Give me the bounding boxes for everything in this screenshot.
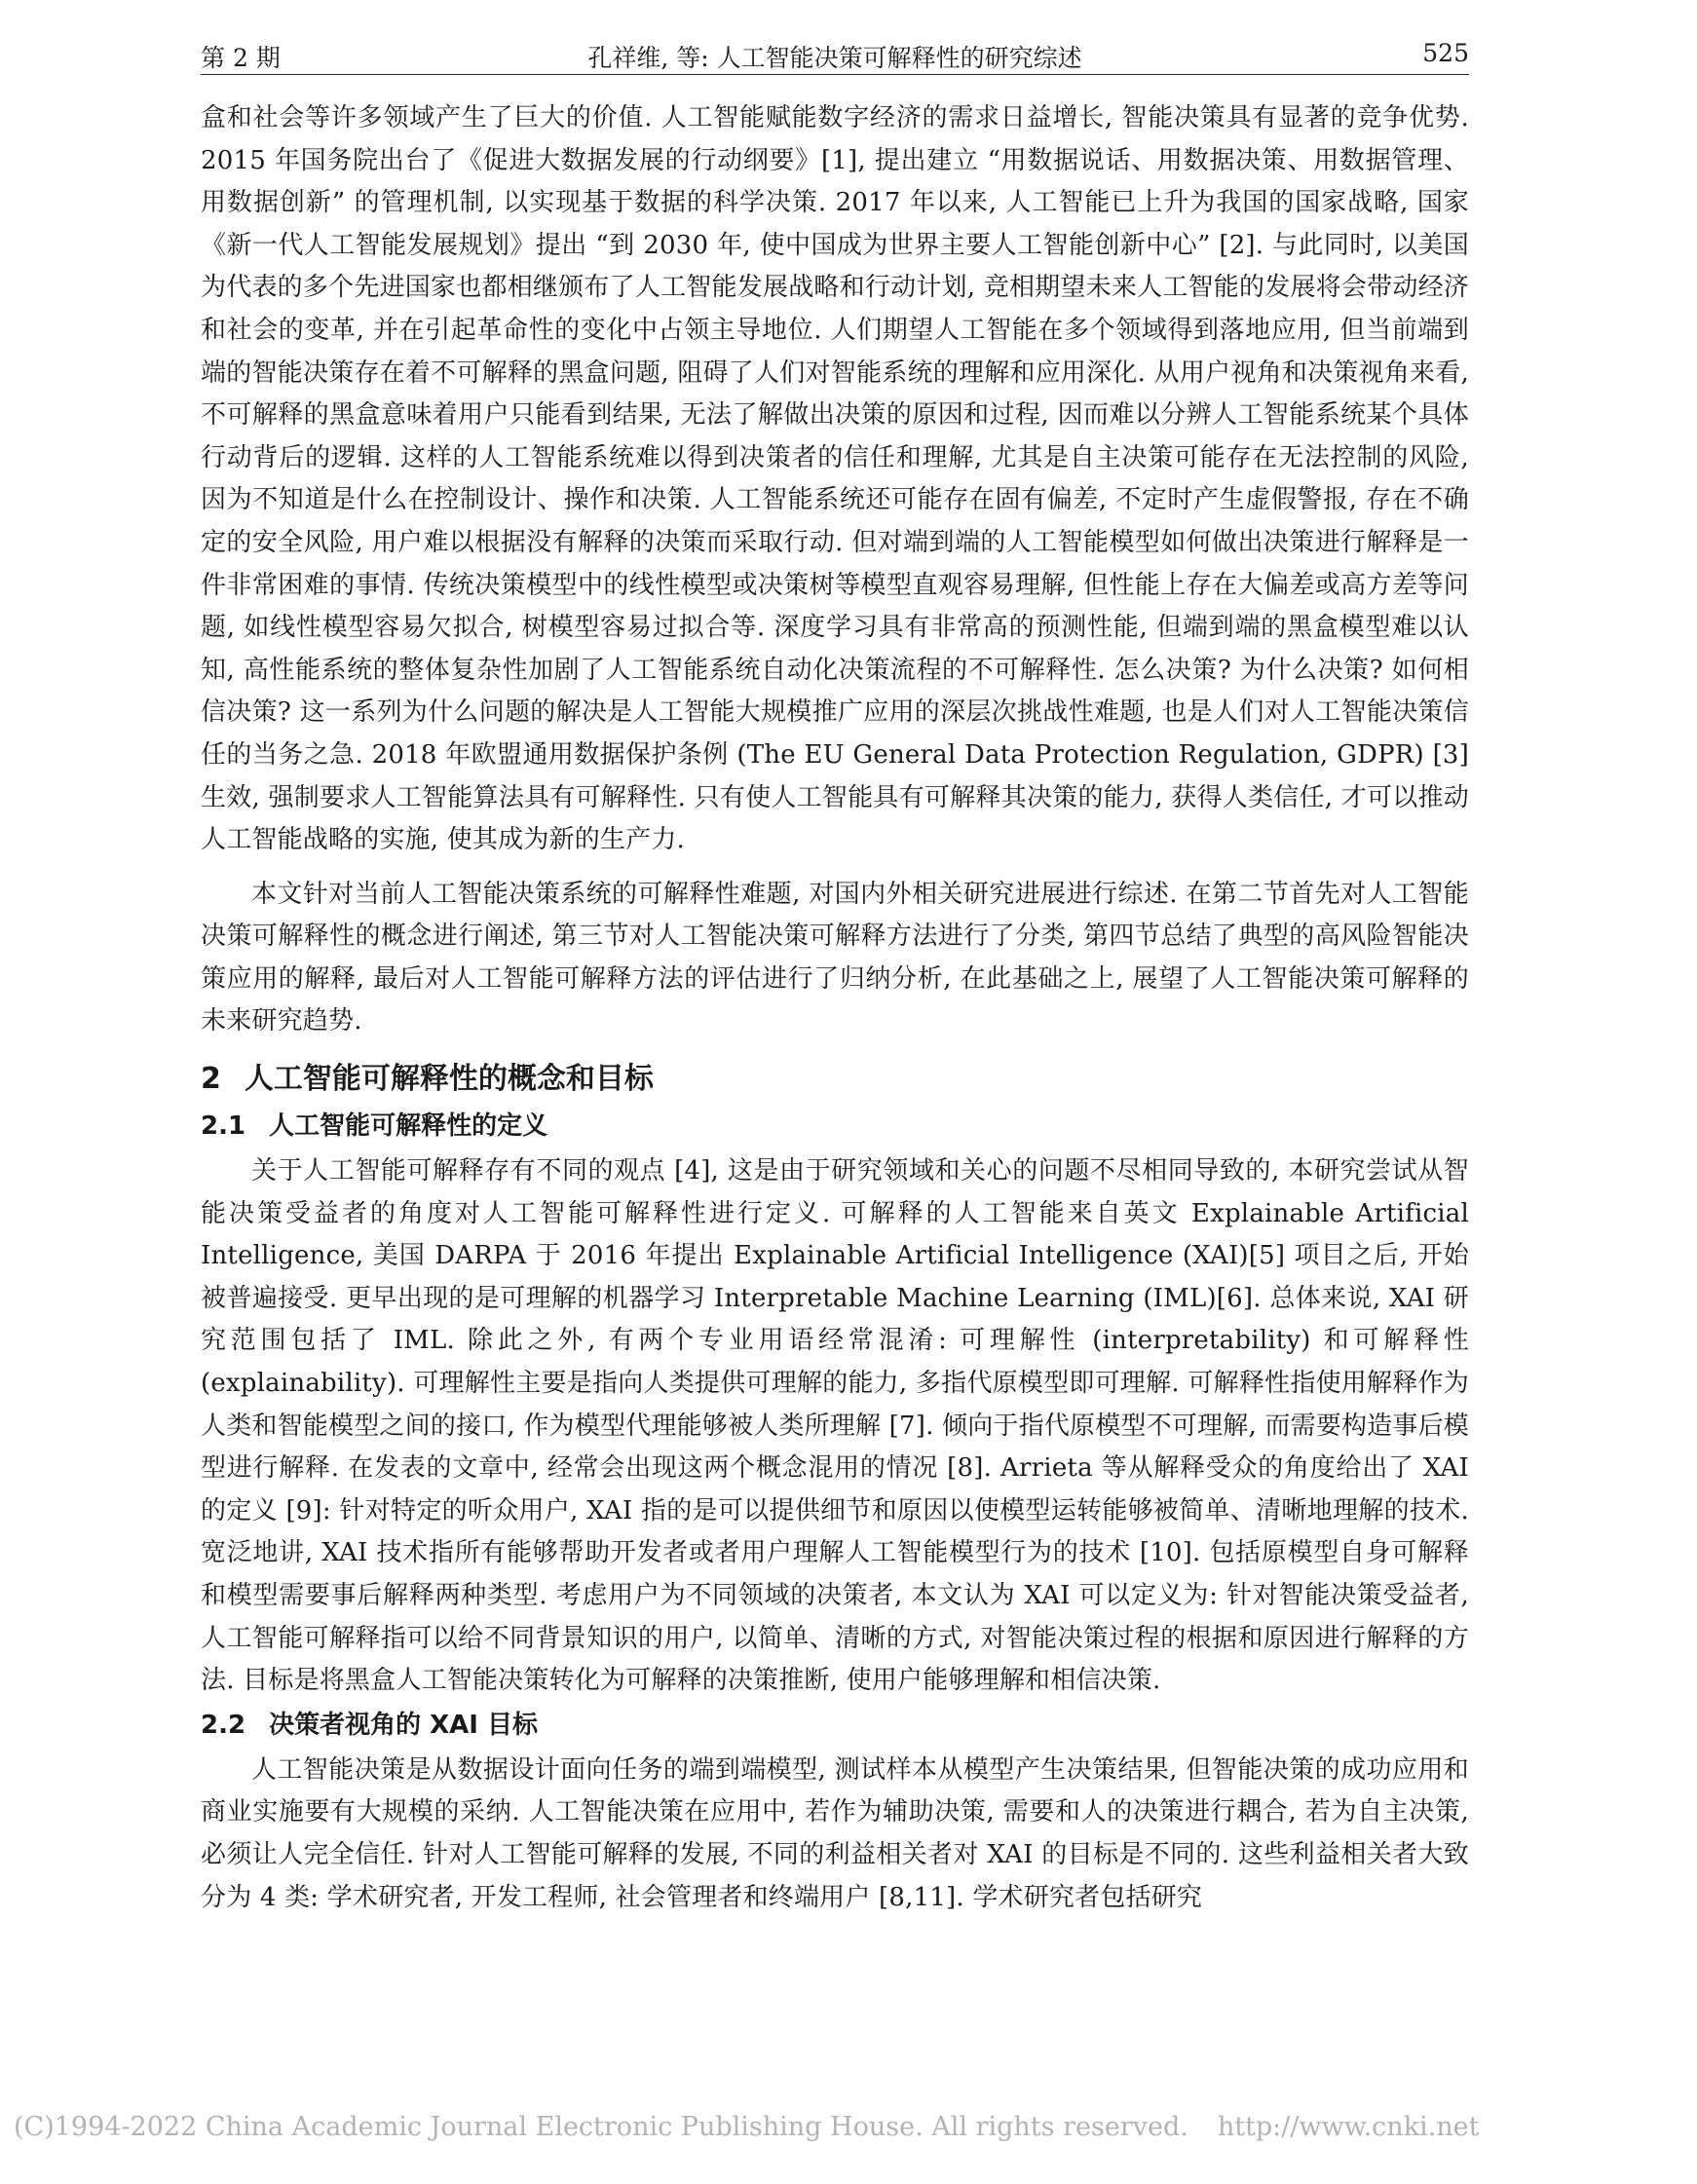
section-number: 2 bbox=[201, 1062, 221, 1097]
subsection-title: 人工智能可解释性的定义 bbox=[269, 1111, 548, 1142]
running-header bbox=[201, 35, 1469, 75]
intro-paragraph-1: 盒和社会等许多领域产生了巨大的价值. 人工智能赋能数字经济的需求日益增长, 智能决策具有显著的竞争优势. 2015 年国务院出台了《促进大数据发展的行动纲要》[1], 提出建立 “用数据说话、用数据决策、用数据管理、用数据创新” 的管理机制, 以实现基于数据的科学决策. 2017 年以来, 人工智能已上升为我国的国家战略, 国家《新一代人工智能发展规划》提出 “到 2030 年, 使中国成为世界主要人工智能创新中心” [2]. 与此同时, 以美国为代表的多个先进国家也都相继颁布了人工智能发展战略和行动计划, 竞相期望未来人工智能的发展将会带动经济和社会的变革, 并在引起革命性的变化中占领主导地位. 人们期望人工智能在多个领域得到落地应用, 但当前端到端的智能决策存在着不可解释的黑盒问题, 阻碍了人们对智能系统的理解和应用深化. 从用户视角和决策视角来看, 不可解释的黑盒意味着用户只能看到结果, 无法了解做出决策的原因和过程, 因而难以分辨人工智能系统某个具体行动背后的逻辑. 这样的人工智能系统难以得到决策者的信任和理解, 尤其是自主决策可能存在无法控制的风险, 因为不知道是什么在控制设计、操作和决策. 人工智能系统还可能存在固有偏差, 不定时产生虚假警报, 存在不确定的安全风险, 用户难以根据没有解释的决策而采取行动. 但对端到端的人工智能模型如何做出决策进行解释是一件非常困难的事情. 传统决策模型中的线性模型或决策树等模型直观容易理解, 但性能上存在大偏差或高方差等问题, 如线性模型容易欠拟合, 树模型容易过拟合等. 深度学习具有非常高的预测性能, 但端到端的黑盒模型难以认知, 高性能系统的整体复杂性加剧了人工智能系统自动化决策流程的不可解释性. 怎么决策? 为什么决策? 如何相信决策? 这一系列为什么问题的解决是人工智能大规模推广应用的深层次挑战性难题, 也是人们对人工智能决策信任的当务之急. 2018 年欧盟通用数据保护条例 (The EU General Data Protection Regulation, GDPR) [3] 生效, 强制要求人工智能算法具有可解释性. 只有使人工智能具有可解释其决策的能力, 获得人类信任, 才可以推动人工智能战略的实施, 使其成为新的生产力. bbox=[201, 103, 1469, 855]
section-2-heading bbox=[201, 1057, 1469, 1102]
page-number: 525 bbox=[1422, 39, 1469, 67]
issue-number: 第 2 期 bbox=[201, 44, 281, 72]
subsection-title: 决策者视角的 XAI 目标 bbox=[269, 1710, 539, 1740]
subsection-number: 2.1 bbox=[201, 1111, 246, 1142]
section-2-2-heading bbox=[201, 1705, 1469, 1746]
intro-paragraph-2: 本文针对当前人工智能决策系统的可解释性难题, 对国内外相关研究进展进行综述. 在第二节首先对人工智能决策可解释性的概念进行阐述, 第三节对人工智能决策可解释方法进行了分类, 第四节总结了典型的高风险智能决策应用的解释, 最后对人工智能可解释方法的评估进行了归纳分析, 在此基础之上, 展望了人工智能决策可解释的未来研究趋势. bbox=[201, 879, 1469, 1036]
subsection-number: 2.2 bbox=[201, 1710, 246, 1740]
article-body bbox=[201, 97, 1469, 1919]
section-2-2-paragraph: 人工智能决策是从数据设计面向任务的端到端模型, 测试样本从模型产生决策结果, 但智能决策的成功应用和商业实施要有大规模的采纳. 人工智能决策在应用中, 若作为辅助决策, 需要和人的决策进行耦合, 若为自主决策, 必须让人完全信任. 针对人工智能可解释的发展, 不同的利益相关者对 XAI 的目标是不同的. 这些利益相关者大致分为 4 类: 学术研究者, 开发工程师, 社会管理者和终端用户 [8,11]. 学术研究者包括研究 bbox=[201, 1754, 1469, 1912]
section-2-1-paragraph: 关于人工智能可解释存有不同的观点 [4], 这是由于研究领域和关心的问题不尽相同导致的, 本研究尝试从智能决策受益者的角度对人工智能可解释性进行定义. 可解释的人工智能来自英文 Explainable Artificial Intelligence, 美国 DARPA 于 2016 年提出 Explainable Artificial Intelligence (XAI)[5] 项目之后, 开始被普遍接受. 更早出现的是可理解的机器学习 Interpretable Machine Learning (IML)[6]. 总体来说, XAI 研究范围包括了 IML. 除此之外, 有两个专业用语经常混淆: 可理解性 (interpretability) 和可解释性 (explainability). 可理解性主要是指向人类提供可理解的能力, 多指代原模型即可理解. 可解释性指使用解释作为人类和智能模型之间的接口, 作为模型代理能够被人类所理解 [7]. 倾向于指代原模型不可理解, 而需要构造事后模型进行解释. 在发表的文章中, 经常会出现这两个概念混用的情况 [8]. Arrieta 等从解释受众的角度给出了 XAI 的定义 [9]: 针对特定的听众用户, XAI 指的是可以提供细节和原因以使模型运转能够被简单、清晰地理解的技术. 宽泛地讲, XAI 技术指所有能够帮助开发者或者用户理解人工智能模型行为的技术 [10]. 包括原模型自身可解释和模型需要事后解释两种类型. 考虑用户为不同领域的决策者, 本文认为 XAI 可以定义为: 针对智能决策受益者, 人工智能可解释指可以给不同背景知识的用户, 以简单、清晰的方式, 对智能决策过程的根据和原因进行解释的方法. 目标是将黑盒人工智能决策转化为可解释的决策推断, 使用户能够理解和相信决策. bbox=[201, 1156, 1469, 1696]
copyright-footer bbox=[14, 2112, 1480, 2142]
copyright-text: (C)1994-2022 China Academic Journal Electronic Publishing House. All rights reserved. bbox=[14, 2112, 1188, 2142]
cnki-url: http://www.cnki.net bbox=[1217, 2112, 1480, 2142]
running-title: 孔祥维, 等: 人工智能决策可解释性的研究综述 bbox=[587, 44, 1082, 72]
section-title: 人工智能可解释性的概念和目标 bbox=[244, 1062, 654, 1097]
section-2-1-heading bbox=[201, 1106, 1469, 1147]
